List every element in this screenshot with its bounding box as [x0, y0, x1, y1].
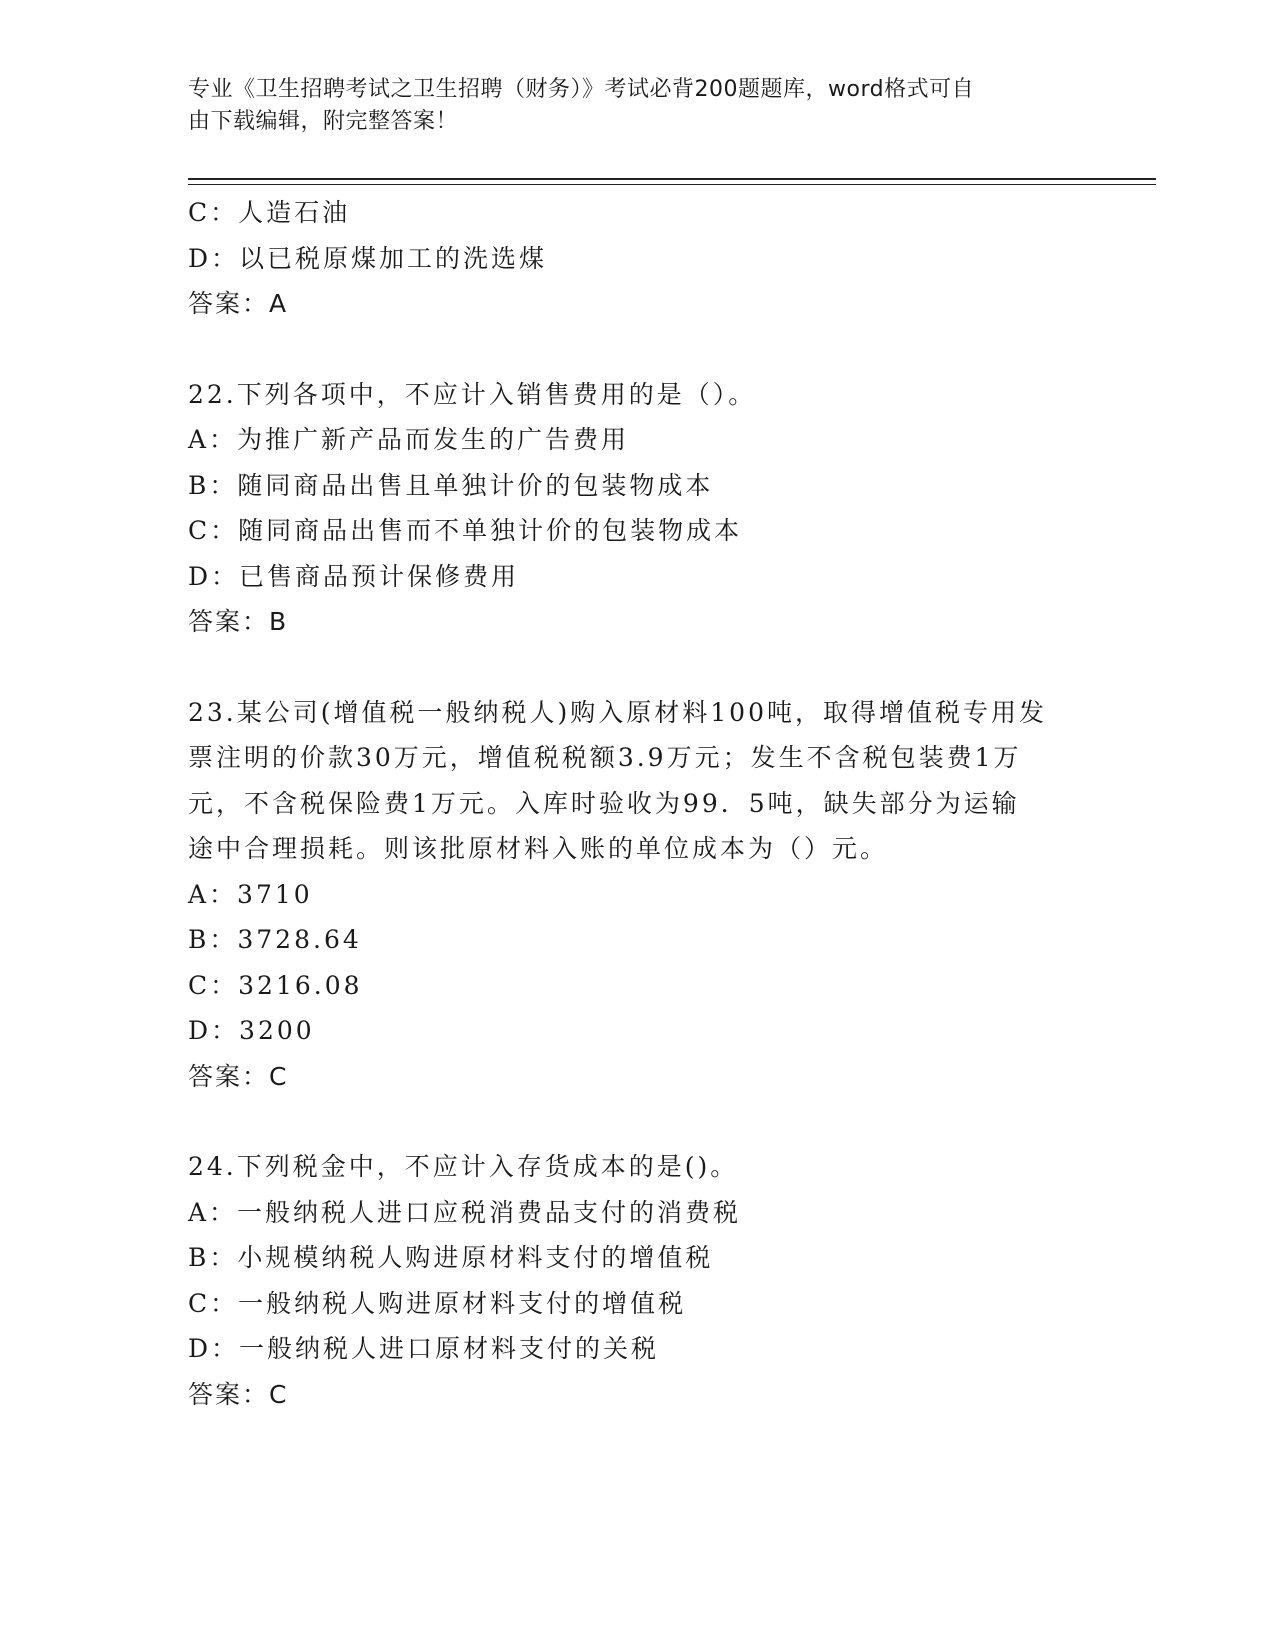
document-header [188, 74, 1068, 138]
option-c: C：一般纳税人购进原材料支付的增值税 [188, 1288, 687, 1318]
spacer [188, 327, 1088, 372]
option-c: C：3216.08 [188, 970, 363, 1000]
question-24 [188, 1144, 1088, 1417]
option-d: D：以已税原煤加工的洗选煤 [188, 243, 548, 273]
option-b: B：随同商品出售且单独计价的包装物成本 [188, 470, 714, 500]
question-stem-line-3: 元，不含税保险费1万元。入库时验收为99．5吨，缺失部分为运输 [188, 788, 1020, 818]
option-a: A：一般纳税人进口应税消费品支付的消费税 [188, 1197, 742, 1227]
spacer [188, 645, 1088, 690]
question-stem: 22.下列各项中，不应计入销售费用的是（）。 [188, 379, 757, 409]
continued-question [188, 190, 1088, 327]
option-b: B：小规模纳税人购进原材料支付的增值税 [188, 1243, 714, 1272]
header-line-1: 专业《卫生招聘考试之卫生招聘（财务）》考试必背200题题库，word格式可自 [188, 77, 975, 102]
question-22 [188, 372, 1088, 645]
question-23 [188, 690, 1088, 1100]
option-a: A：为推广新产品而发生的广告费用 [188, 425, 630, 454]
header-divider-thick [188, 178, 1156, 180]
option-c: C：人造石油 [188, 198, 351, 227]
option-d: D：一般纳税人进口原材料支付的关税 [188, 1334, 660, 1363]
question-list [188, 190, 1088, 1417]
question-stem-line-1: 23.某公司(增值税一般纳税人)购入原材料100吨，取得增值税专用发 [188, 697, 1047, 727]
spacer [188, 1099, 1088, 1144]
question-stem-line-2: 票注明的价款30万元，增值税税额3.9万元；发生不含税包装费1万 [188, 743, 1022, 772]
header-line-2: 由下载编辑，附完整答案！ [188, 109, 459, 134]
option-d: D：已售商品预计保修费用 [188, 561, 520, 591]
option-d: D：3200 [188, 1016, 315, 1045]
option-c: C：随同商品出售而不单独计价的包装物成本 [188, 516, 743, 545]
question-stem: 24.下列税金中，不应计入存货成本的是()。 [188, 1152, 739, 1181]
answer-line: 答案：C [188, 1379, 289, 1409]
question-stem-line-4: 途中合理损耗。则该批原材料入账的单位成本为（）元。 [188, 834, 889, 863]
answer-line: 答案：B [188, 607, 289, 636]
answer-line: 答案：A [188, 289, 289, 318]
answer-line: 答案：C [188, 1061, 289, 1091]
header-divider-thin [188, 184, 1156, 185]
option-a: A：3710 [188, 879, 313, 909]
option-b: B：3728.64 [188, 925, 362, 954]
